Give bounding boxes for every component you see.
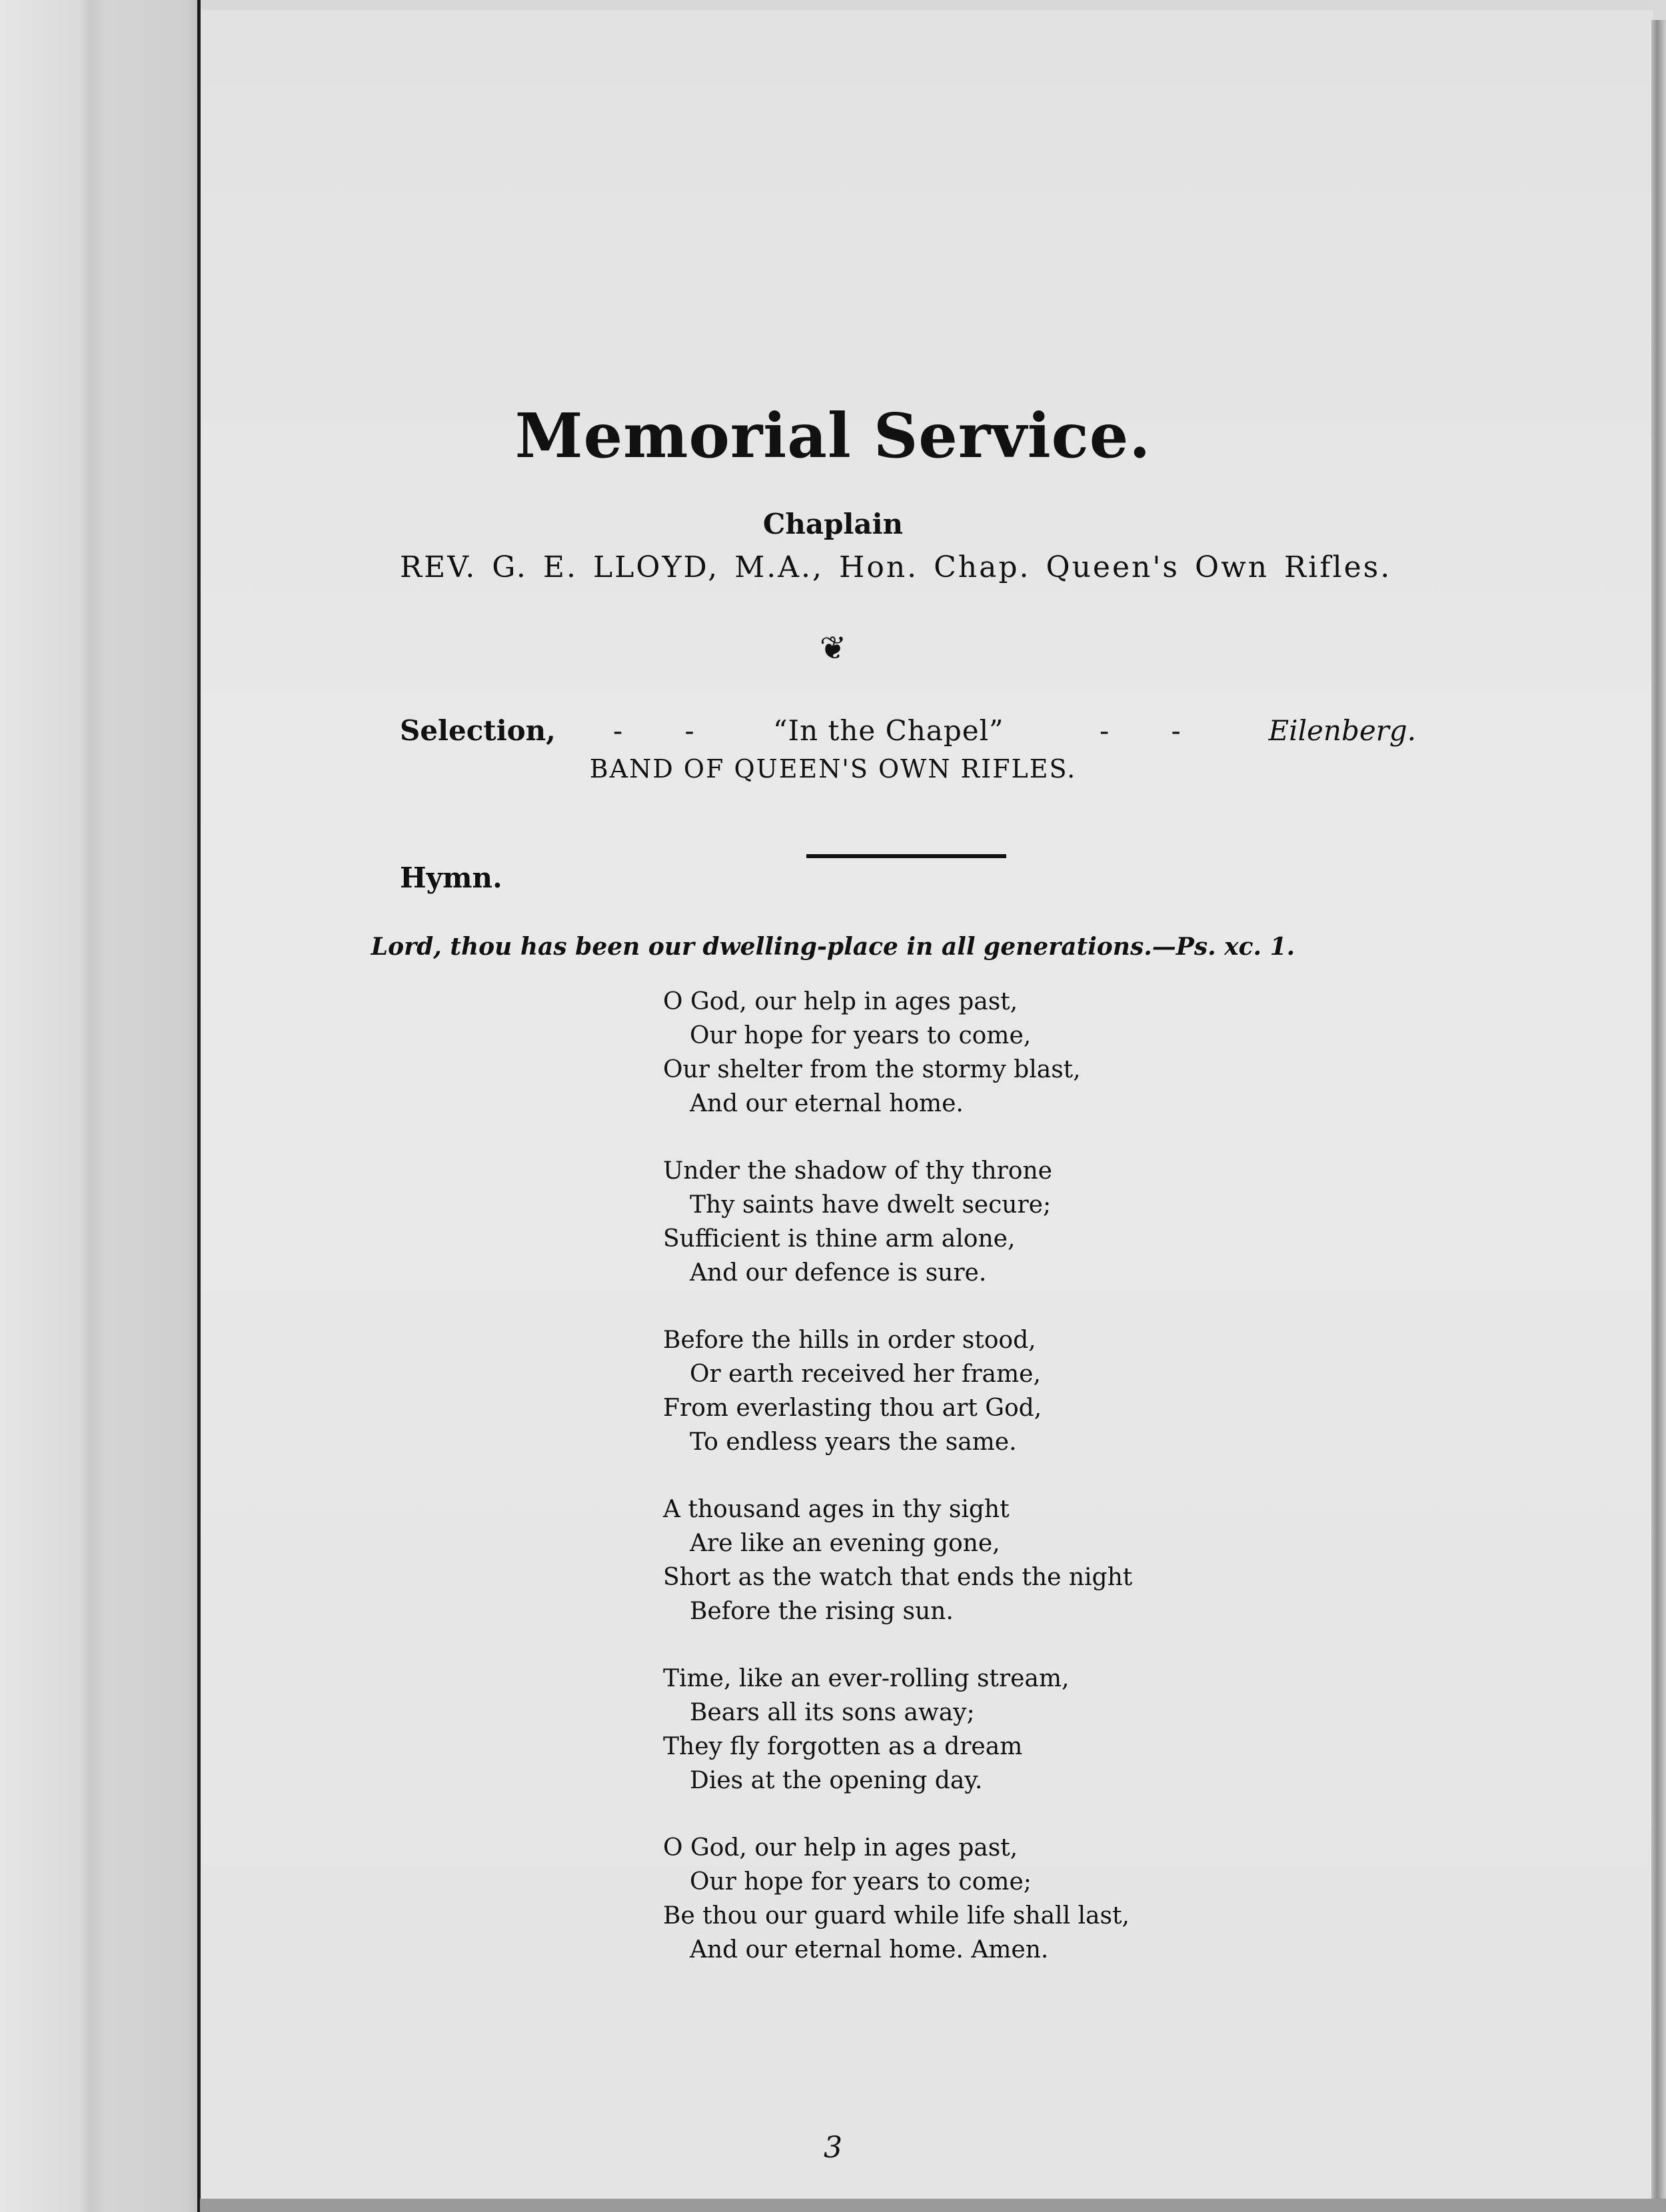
- hymn-line: Or earth received her frame,: [690, 1361, 1041, 1388]
- hymn-line: Under the shadow of thy throne: [663, 1157, 1052, 1185]
- hymn-stanza-2: [663, 1154, 1263, 1290]
- hymn-line: O God, our help in ages past,: [663, 988, 1018, 1015]
- page-title: Memorial Service.: [514, 400, 1152, 472]
- hymn-line: And our eternal home.: [690, 1090, 964, 1117]
- hymn-line: Before the rising sun.: [690, 1598, 954, 1625]
- leaf-ornament-icon: ❦: [819, 630, 847, 667]
- chaplain-label: Chaplain: [762, 508, 904, 540]
- selection-composer: Eilenberg.: [1268, 714, 1416, 747]
- page-right-edge: [1651, 20, 1666, 2212]
- selection-piece-title: “In the Chapel”: [773, 714, 1004, 747]
- hymn-line: Short as the watch that ends the night: [663, 1564, 1133, 1591]
- hymn-stanza-5: [663, 1662, 1263, 1798]
- hymn-line: From everlasting thou art God,: [663, 1394, 1042, 1422]
- hymn-line: Be thou our guard while life shall last,: [663, 1902, 1130, 1930]
- hymn-line: Our hope for years to come,: [690, 1022, 1032, 1049]
- hymn-line: Sufficient is thine arm alone,: [663, 1225, 1016, 1253]
- hymn-label: Hymn.: [400, 861, 502, 894]
- hymn-stanza-6: [663, 1831, 1263, 1967]
- selection-row: [400, 714, 1416, 754]
- page-bottom-edge: [200, 2199, 1666, 2212]
- hymn-epigraph: Lord, thou has been our dwelling-place in all generations.—Ps. xc. 1.: [371, 933, 1295, 961]
- selection-dashes-right: - -: [1100, 714, 1208, 747]
- page-number: 3: [824, 2131, 842, 2165]
- hymn-stanza-1: [663, 985, 1263, 1121]
- selection-dashes-left: - -: [613, 714, 721, 747]
- hymn-line: To endless years the same.: [690, 1428, 1017, 1456]
- hymn-line: Our shelter from the stormy blast,: [663, 1056, 1081, 1083]
- selection-label: Selection,: [400, 714, 556, 747]
- hymn-line: Thy saints have dwelt secure;: [690, 1191, 1052, 1219]
- hymn-line: Bears all its sons away;: [690, 1699, 975, 1726]
- hymn-stanza-4: [663, 1492, 1263, 1628]
- hymn-line: Before the hills in order stood,: [663, 1327, 1036, 1354]
- hymn-line: They fly forgotten as a dream: [663, 1733, 1023, 1760]
- hymn-stanzas: [663, 985, 1263, 2000]
- hymn-line: A thousand ages in thy sight: [663, 1496, 1010, 1523]
- hymn-line: Are like an evening gone,: [690, 1530, 1000, 1557]
- selection-performer: BAND OF QUEEN'S OWN RIFLES.: [589, 754, 1077, 784]
- hymn-line: Dies at the opening day.: [690, 1767, 983, 1794]
- hymn-line: O God, our help in ages past,: [663, 1834, 1018, 1862]
- binding-strip: [0, 0, 200, 2212]
- hymn-line: And our defence is sure.: [690, 1259, 987, 1287]
- hymn-line: Time, like an ever-rolling stream,: [663, 1665, 1070, 1692]
- hymn-line: And our eternal home. Amen.: [690, 1936, 1049, 1963]
- hymn-line: Our hope for years to come;: [690, 1868, 1032, 1896]
- chaplain-name: REV. G. E. LLOYD, M.A., Hon. Chap. Queen's Own Rifles.: [400, 550, 1392, 584]
- hymn-stanza-3: [663, 1323, 1263, 1459]
- divider-rule: [806, 854, 1006, 858]
